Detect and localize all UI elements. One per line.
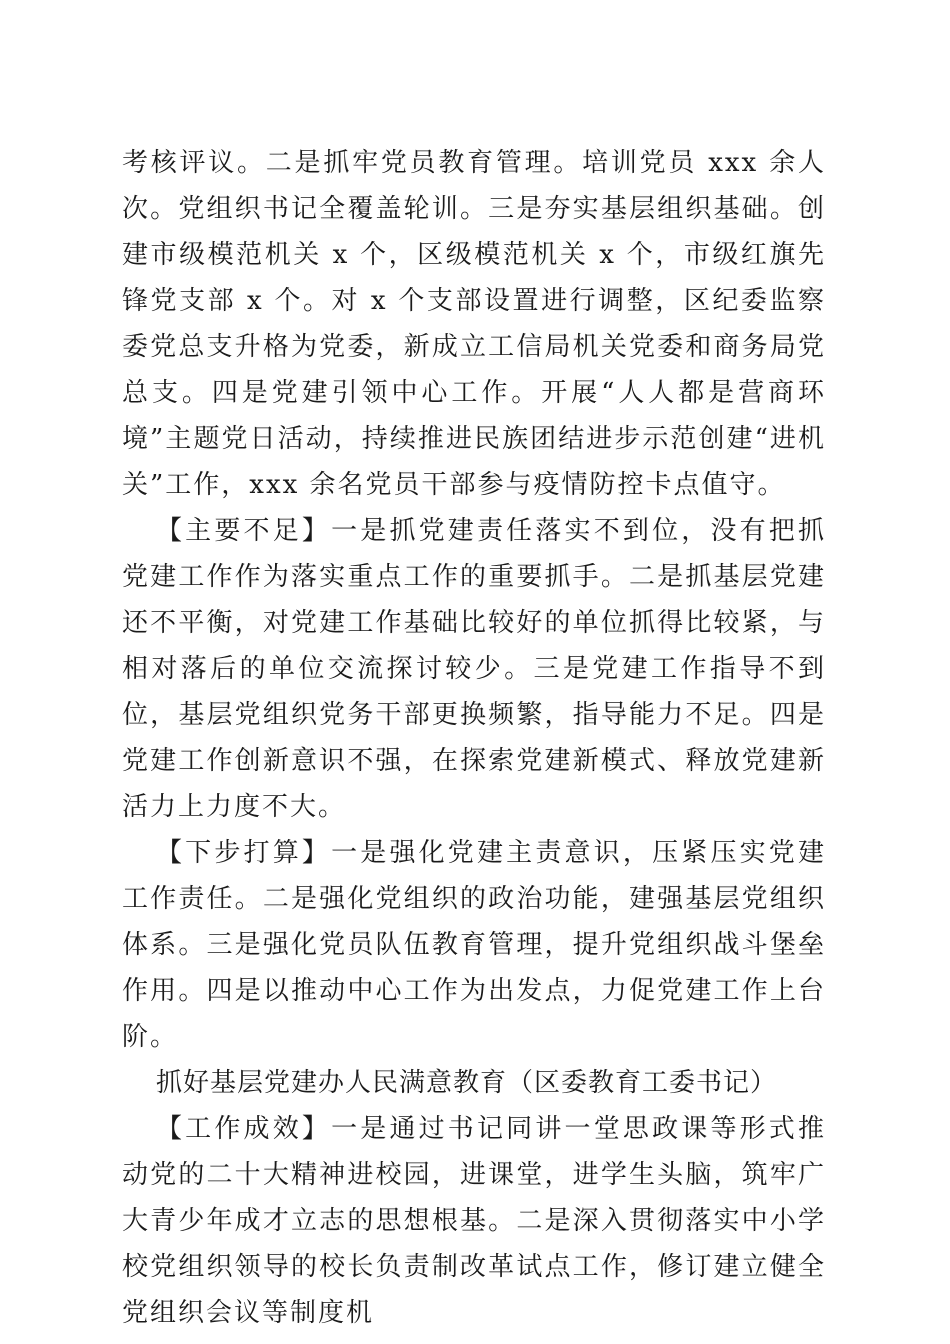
paragraph-work-results: 【工作成效】一是通过书记同讲一堂思政课等形式推动党的二十大精神进校园，进课堂，进学生头脑，筑牢广大青少年成才立志的思想根基。二是深入贯彻落实中小学校党组织领导的校长负责制改革试点工作，修订建立健全党组织会议等制度机 [122,1114,826,1328]
section-title: 抓好基层党建办人民满意教育（区委教育工委书记） [156,1068,778,1098]
paragraph-next-steps: 【下步打算】一是强化党建主责意识，压紧压实党建工作责任。二是强化党组织的政治功能，建强基层党组织体系。三是强化党员队伍教育管理，提升党组织战斗堡垒作用。四是以推动中心工作为出发点，力促党建工作上台阶。 [122,838,826,1052]
document-body [122,140,826,1336]
paragraph-main-shortcomings: 【主要不足】一是抓党建责任落实不到位，没有把抓党建工作作为落实重点工作的重要抓手。二是抓基层党建还不平衡，对党建工作基础比较好的单位抓得比较紧，与相对落后的单位交流探讨较少。三是党建工作指导不到位，基层党组织党务干部更换频繁，指导能力不足。四是党建工作创新意识不强，在探索党建新模式、释放党建新活力上力度不大。 [122,516,826,822]
paragraph-work-results-continued: 考核评议。二是抓牢党员教育管理。培训党员 xxx 余人次。党组织书记全覆盖轮训。三是夯实基层组织基础。创建市级模范机关 x 个，区级模范机关 x 个，市级红旗先锋党支部 x 个。对 x 个支部设置进行调整，区纪委监察委党总支升格为党委，新成立工信局机关党委和商务局党总支。四是党建引领中心工作。开展“人人都是营商环境”主题党日活动，持续推进民族团结进步示范创建“进机关”工作，xxx 余名党员干部参与疫情防控卡点值守。 [122,148,826,500]
